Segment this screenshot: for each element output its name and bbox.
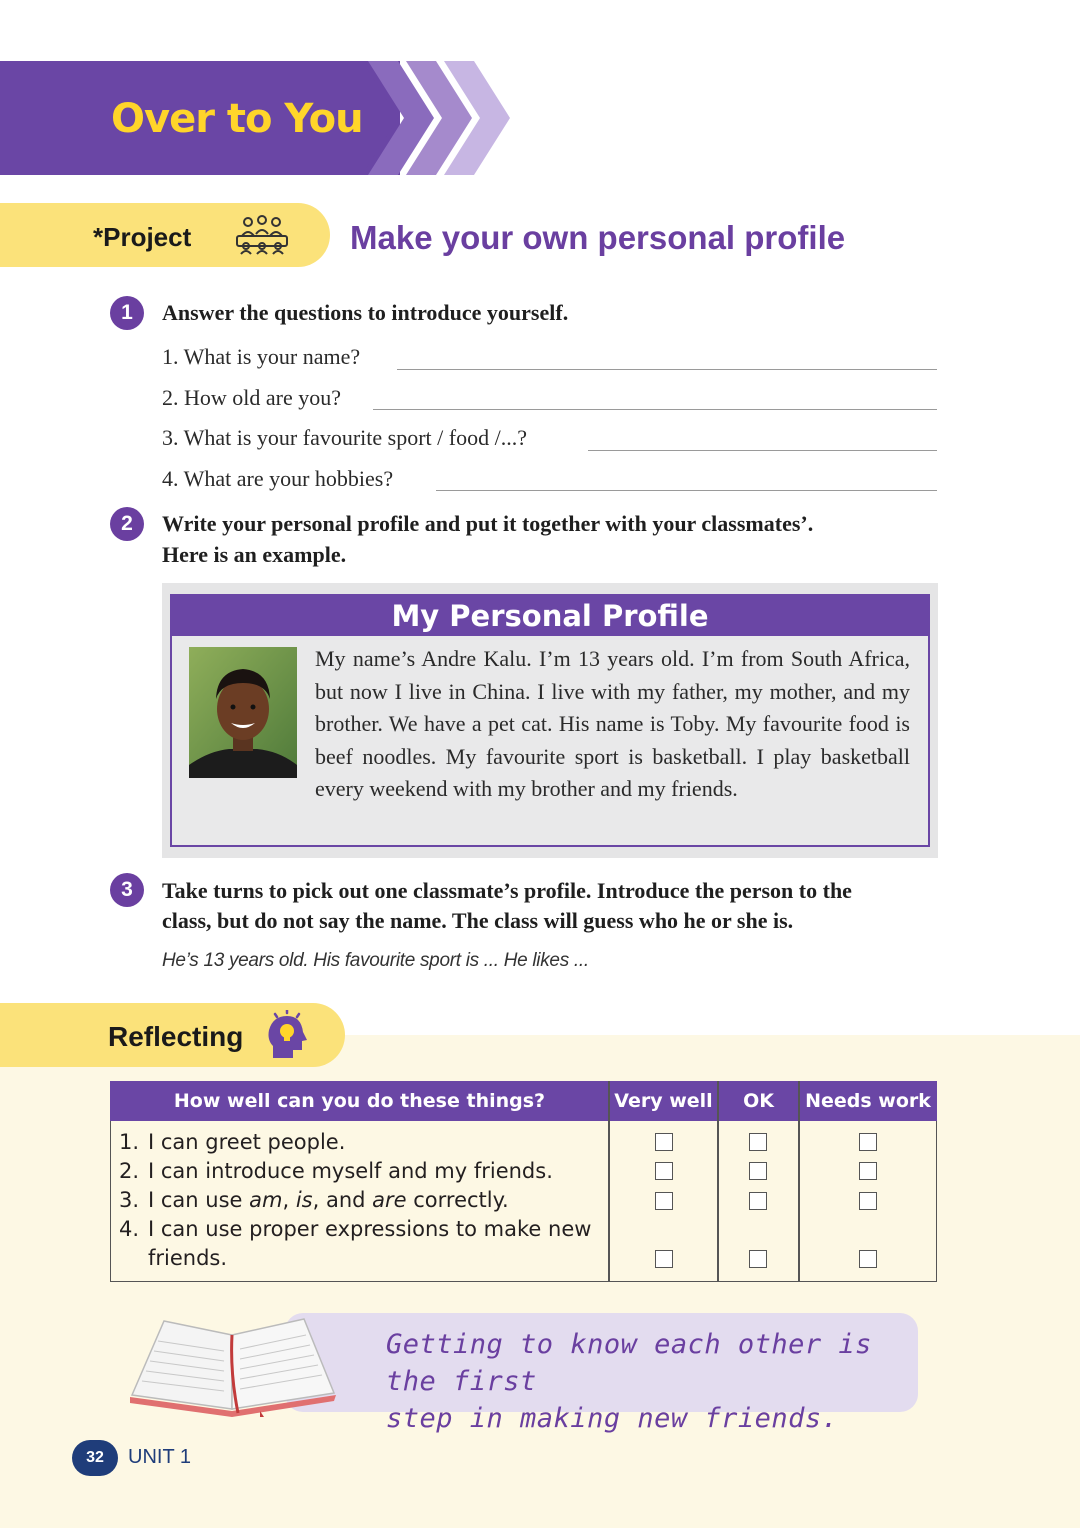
page-number: 32 bbox=[72, 1440, 118, 1476]
checkbox-row2-ok[interactable] bbox=[749, 1162, 767, 1180]
row-number: 4. bbox=[119, 1217, 140, 1241]
checkbox-row3-very-well[interactable] bbox=[655, 1192, 673, 1210]
row-text-part: , bbox=[282, 1188, 296, 1212]
reflecting-label: Reflecting bbox=[108, 1021, 244, 1052]
answer-line-2[interactable] bbox=[373, 409, 937, 410]
page-title: Over to You bbox=[111, 96, 363, 142]
example-profile-title: My Personal Profile bbox=[170, 594, 930, 636]
row-number: 2. bbox=[119, 1159, 140, 1183]
table-divider bbox=[608, 1081, 610, 1282]
quote-text bbox=[386, 1326, 906, 1437]
checkbox-row1-needs-work[interactable] bbox=[859, 1133, 877, 1151]
quote-line-2: step in making new friends. bbox=[386, 1403, 839, 1434]
row-number: 3. bbox=[119, 1188, 140, 1212]
table-row-continuation bbox=[119, 1244, 227, 1273]
row-text: I can use proper expressions to make new bbox=[148, 1217, 592, 1241]
row-text-part: I can use bbox=[148, 1188, 250, 1212]
checkbox-row1-ok[interactable] bbox=[749, 1133, 767, 1151]
checkbox-row4-ok[interactable] bbox=[749, 1250, 767, 1268]
word-am: am bbox=[249, 1188, 283, 1212]
open-book-icon bbox=[128, 1313, 338, 1417]
table-divider bbox=[798, 1081, 800, 1282]
header-very-well: Very well bbox=[609, 1081, 718, 1121]
task-3-instruction-line2: class, but do not say the name. The class will guess who he or she is. bbox=[162, 908, 794, 933]
row-number: 1. bbox=[119, 1130, 140, 1154]
group-icon bbox=[234, 214, 290, 256]
unit-label: UNIT 1 bbox=[128, 1446, 191, 1468]
checkbox-row2-needs-work[interactable] bbox=[859, 1162, 877, 1180]
task-3-instruction-line1: Take turns to pick out one classmate’s profile. Introduce the person to the bbox=[162, 878, 852, 903]
chevron-arrows-icon bbox=[340, 61, 520, 175]
question-3: 3. What is your favourite sport / food /...? bbox=[162, 425, 527, 450]
task-2-instruction-line1: Write your personal profile and put it together with your classmates’. bbox=[162, 511, 814, 536]
task-1-badge: 1 bbox=[110, 296, 144, 330]
quote-line-1: Getting to know each other is the first bbox=[386, 1329, 872, 1397]
table-row bbox=[119, 1186, 509, 1215]
lightbulb-head-icon bbox=[265, 1010, 309, 1060]
checkbox-row2-very-well[interactable] bbox=[655, 1162, 673, 1180]
checkbox-row4-needs-work[interactable] bbox=[859, 1250, 877, 1268]
word-are: are bbox=[372, 1188, 407, 1212]
question-4: 4. What are your hobbies? bbox=[162, 466, 394, 491]
project-label: *Project bbox=[93, 222, 192, 252]
question-2: 2. How old are you? bbox=[162, 385, 342, 410]
header-needs-work: Needs work bbox=[799, 1081, 937, 1121]
row-text-part: , and bbox=[312, 1188, 373, 1212]
profile-photo bbox=[189, 647, 297, 778]
answer-line-1[interactable] bbox=[397, 369, 937, 370]
example-profile-text: My name’s Andre Kalu. I’m 13 years old. I’m from South Africa, but now I live in China. I live with my father, my mother, and my brother. We have a pet cat. His name is Toby. My favourite food is beef noodles. My favourite sport is basketball. I play basketball every weekend with my brother and my friends. bbox=[315, 646, 910, 801]
checkbox-row1-very-well[interactable] bbox=[655, 1133, 673, 1151]
word-is: is bbox=[295, 1188, 313, 1212]
table-row bbox=[119, 1215, 591, 1244]
question-1: 1. What is your name? bbox=[162, 344, 361, 369]
row-text-part: correctly. bbox=[406, 1188, 509, 1212]
task-2-instruction-line2: Here is an example. bbox=[162, 542, 347, 567]
header-ok: OK bbox=[718, 1081, 799, 1121]
row-text: friends. bbox=[148, 1246, 228, 1270]
header-skills: How well can you do these things? bbox=[110, 1081, 609, 1121]
task-3-badge: 3 bbox=[110, 873, 144, 907]
checkbox-row4-very-well[interactable] bbox=[655, 1250, 673, 1268]
answer-line-3[interactable] bbox=[588, 450, 937, 451]
task-3-hint: He’s 13 years old. His favourite sport is ... He likes ... bbox=[162, 950, 589, 971]
table-divider bbox=[717, 1081, 719, 1282]
answer-line-4[interactable] bbox=[436, 490, 937, 491]
task-2-badge: 2 bbox=[110, 507, 144, 541]
table-row bbox=[119, 1157, 553, 1186]
checkbox-row3-needs-work[interactable] bbox=[859, 1192, 877, 1210]
project-title: Make your own personal profile bbox=[350, 219, 846, 256]
task-1-instruction: Answer the questions to introduce yourself. bbox=[162, 300, 569, 325]
row-text: I can introduce myself and my friends. bbox=[148, 1159, 553, 1183]
checkbox-row3-ok[interactable] bbox=[749, 1192, 767, 1210]
row-text: I can greet people. bbox=[148, 1130, 346, 1154]
table-row bbox=[119, 1128, 345, 1157]
